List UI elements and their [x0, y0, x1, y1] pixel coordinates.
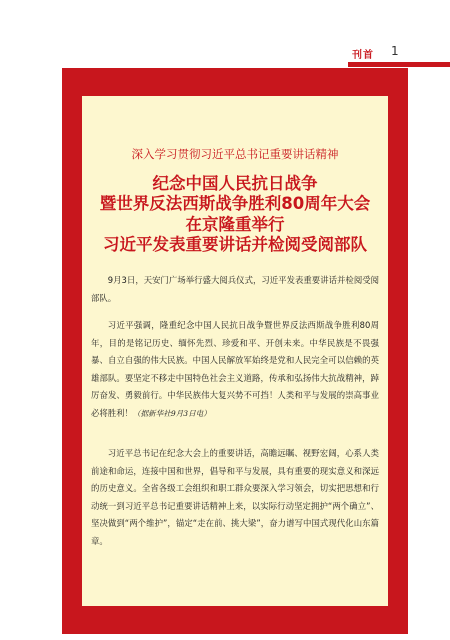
- article-title-line-1: 纪念中国人民抗日战争: [152, 174, 318, 193]
- article-paragraph-3: 习近平总书记在纪念大会上的重要讲话，高瞻远瞩、视野宏阔，心系人类前途和命运，连接中国和世界，倡导和平与发展，具有重要的现实意义和深远的历史意义。全省各级工会组织和职工群众要深入学习领会，切实把思想和行动统一到习近平总书记重要讲话精神上来，以实际行动坚定拥护“两个确立”、坚决做到“两个维护”，锚定“走在前、挑大梁”，奋力谱写中国式现代化山东篇章。: [91, 448, 379, 546]
- article-title-line-2: 暨世界反法西斯战争胜利80周年大会: [99, 194, 371, 213]
- article-paragraph-2-text: 习近平强调，隆重纪念中国人民抗日战争暨世界反法西斯战争胜利80周年，目的是铭记历史、缅怀先烈、珍爱和平、开创未来。中华民族是不畏强暴、自立自强的伟大民族。中国人民解放军始终是党和人民完全可以信赖的英雄部队。要坚定不移走中国特色社会主义道路，传承和弘扬伟大抗战精神，踔厉奋发、勇毅前行。中华民族伟大复兴势不可挡！人类和平与发展的崇高事业必将胜利！: [91, 320, 379, 418]
- section-label: 刊首: [352, 50, 374, 61]
- article-title-line-3: 在京隆重举行: [185, 215, 285, 234]
- article-paragraph-2: [91, 317, 379, 423]
- article-subtitle: 深入学习贯彻习近平总书记重要讲话精神: [131, 147, 339, 161]
- source-note: （据新华社9月3日电）: [132, 408, 211, 418]
- header-rule: [348, 62, 450, 67]
- article-title-line-4: 习近平发表重要讲话并检阅受阅部队: [103, 235, 367, 254]
- page-number: 1: [391, 44, 399, 58]
- article-paragraph-1: 9月3日，天安门广场举行盛大阅兵仪式，习近平发表重要讲话并检阅受阅部队。: [91, 275, 379, 303]
